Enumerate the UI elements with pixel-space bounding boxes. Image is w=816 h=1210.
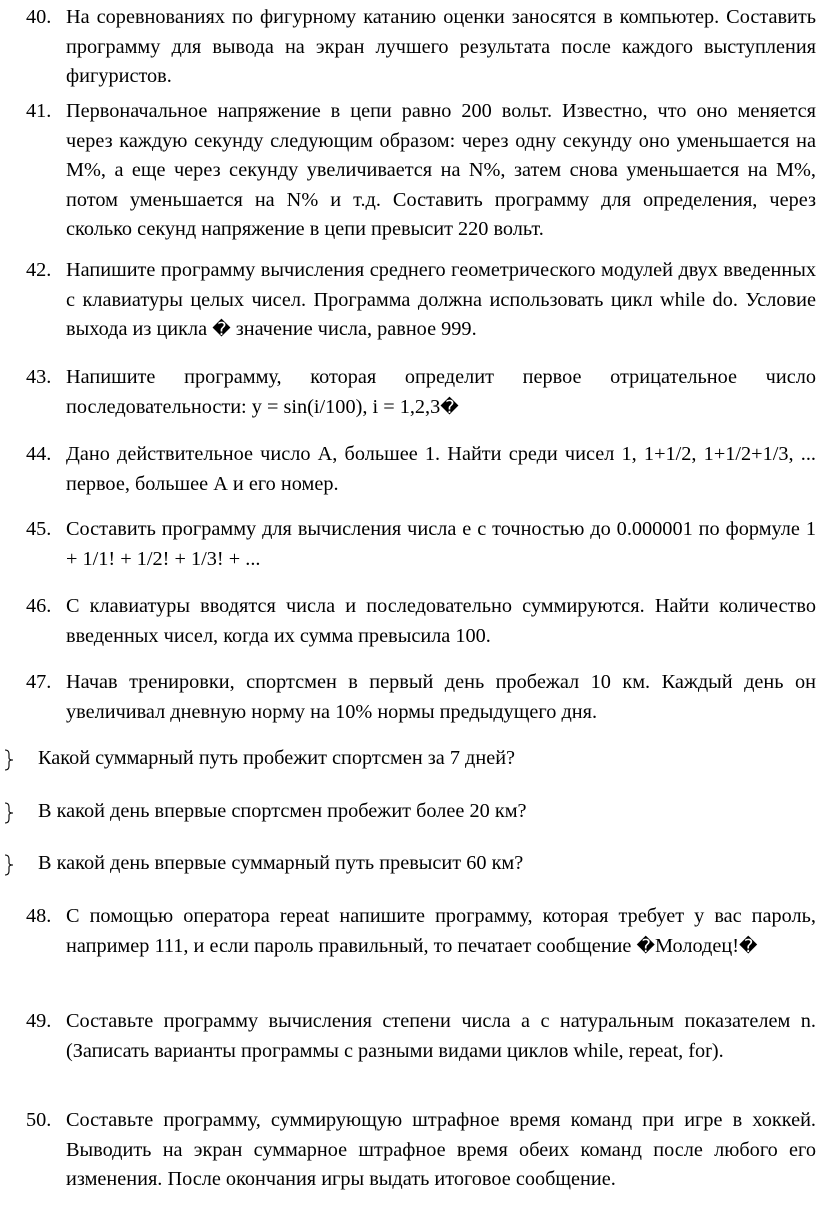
problem-47: [26, 668, 816, 727]
problem-number: 42.: [26, 259, 52, 281]
problem-text: Составить программу для вычисления числа e с точностью до 0.000001 по формуле 1 + 1/1! + 1/2! + 1/3! + ...: [66, 518, 816, 570]
problem-42: [26, 256, 816, 345]
problem-number: 50.: [26, 1109, 52, 1131]
problem-number: 43.: [26, 366, 52, 388]
unknown-glyph: �: [636, 935, 655, 957]
problem-46: [26, 592, 816, 651]
unknown-glyph: �: [738, 935, 758, 957]
unknown-glyph: �: [212, 319, 231, 340]
problem-40: [26, 3, 816, 92]
problem-text: Составьте программу, суммирующую штрафное время команд при игре в хоккей. Выводить на экран суммарное штрафное время обеих команд после любого его изменения. После окончания игры выдать итоговое сообщение.: [66, 1109, 816, 1190]
question-text: В какой день впервые суммарный путь превысит 60 км?: [38, 852, 524, 874]
problem-text-part: Напишите программу вычисления среднего геометрического модулей двух введенных с клавиатуры целых чисел. Программа должна использовать цикл while do. Условие выхода из цикла: [66, 259, 816, 340]
problem-text: На соревнованиях по фигурному катанию оценки заносятся в компьютер. Составить программу для вывода на экран лучшего результата после каждого выступления фигуристов.: [66, 6, 816, 87]
problem-number: 48.: [26, 905, 52, 927]
unknown-glyph: �: [440, 396, 459, 418]
problem-text: [66, 363, 816, 422]
problem-text-part: значение числа, равное 999.: [230, 318, 477, 340]
problem-number: 46.: [26, 595, 52, 617]
problem-45: [26, 515, 816, 574]
problem-text: [66, 256, 816, 345]
problem-50: [26, 1106, 816, 1195]
problem-text: Первоначальное напряжение в цепи равно 200 вольт. Известно, что оно меняется через каждую секунду следующим образом: через одну секунду оно уменьшается на M%, а еще через секунду увеличивается на N%, затем снова уменьшается на M%, потом уменьшается на N% и т.д. Составить программу для определения, через сколько секунд напряжение в цепи превысит 220 вольт.: [66, 100, 816, 240]
problem-text: Составьте программу вычисления степени числа a с натуральным показателем n. (Записать варианты программы с разными видами циклов while, repeat, for).: [66, 1010, 816, 1062]
question-text: В какой день впервые спортсмен пробежит более 20 км?: [38, 800, 527, 822]
problem-48: [26, 902, 816, 961]
problem-number: 49.: [26, 1010, 52, 1032]
problem-text: Дано действительное число А, большее 1. Найти среди чисел 1, 1+1/2, 1+1/2+1/3, ... первое, большее А и его номер.: [66, 443, 816, 495]
problem-43: [26, 363, 816, 422]
problem-text-part: С помощью оператора repeat напишите программу, которая требует у вас пароль, например 111, и если пароль правильный, то печатает сообщение: [66, 905, 816, 957]
problem-text: [66, 902, 816, 961]
question-text: Какой суммарный путь пробежит спортсмен за 7 дней?: [38, 747, 516, 769]
brace-bullet-icon: [2, 802, 16, 824]
problem-number: 47.: [26, 671, 52, 693]
problem-number: 44.: [26, 443, 52, 465]
problem-number: 40.: [26, 6, 52, 28]
problem-text: С клавиатуры вводятся числа и последовательно суммируются. Найти количество введенных чисел, когда их сумма превысила 100.: [66, 595, 816, 647]
problem-49: [26, 1007, 816, 1066]
brace-bullet-icon: [2, 854, 16, 876]
problem-number: 41.: [26, 100, 52, 122]
problem-text-part: Молодец!: [654, 934, 739, 957]
problem-text-part: Напишите программу, которая определит первое отрицательное число последовательности: y = sin(i/100), i = 1,2,3: [66, 366, 816, 418]
problem-41: [26, 97, 816, 245]
problem-44: [26, 440, 816, 499]
problem-text: Начав тренировки, спортсмен в первый день пробежал 10 км. Каждый день он увеличивал дневную норму на 10% нормы предыдущего дня.: [66, 671, 816, 723]
brace-bullet-icon: [2, 749, 16, 771]
problem-number: 45.: [26, 518, 52, 540]
